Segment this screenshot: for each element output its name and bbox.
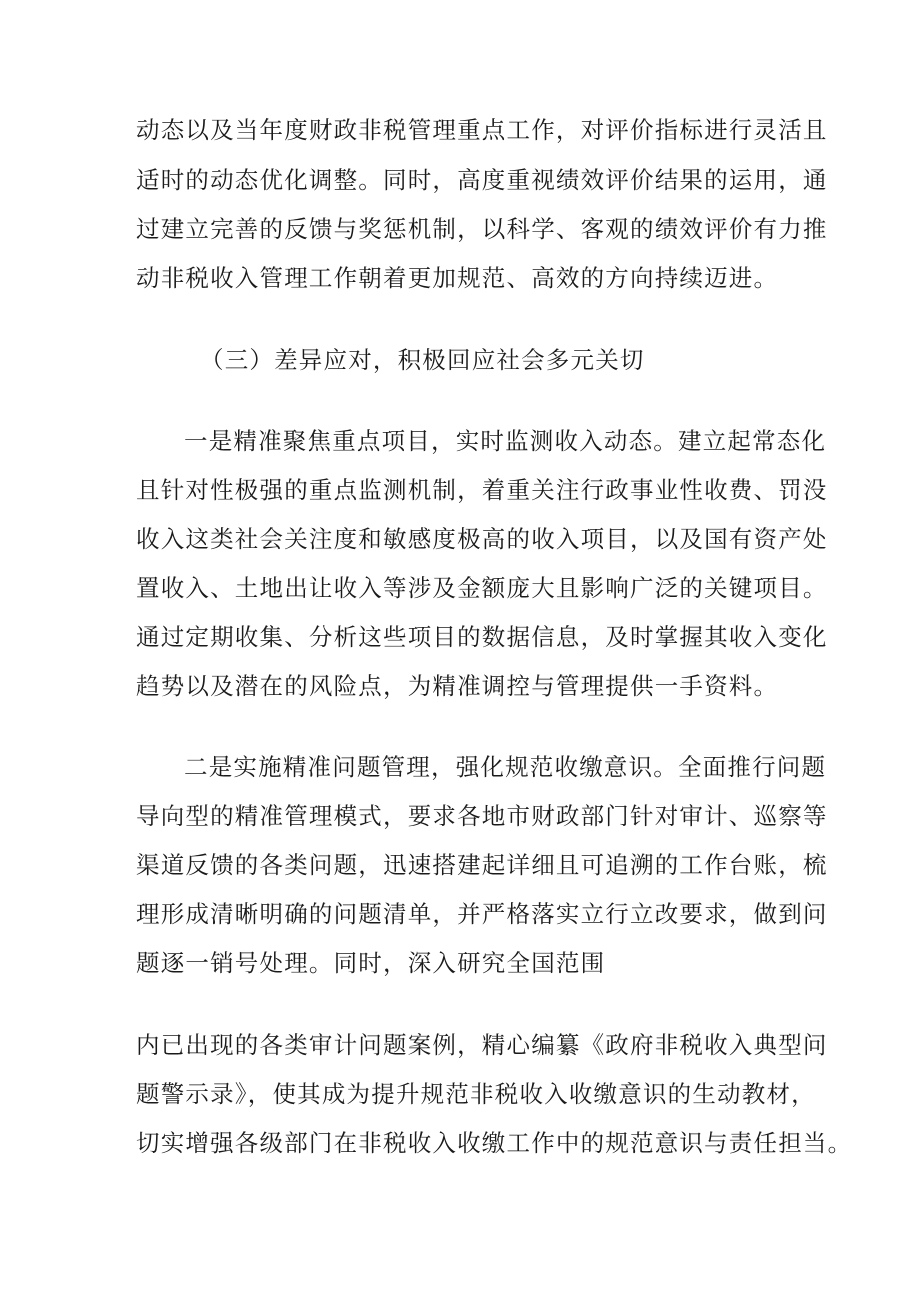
paragraph-line: 动态以及当年度财政非税管理重点工作，对评价指标进行灵活且: [136, 116, 828, 144]
paragraph-line: 二是实施精准问题管理，强化规范收缴意识。全面推行问题: [184, 753, 827, 781]
paragraph-line: 题警示录》，使其成为提升规范非税收入收缴意识的生动教材，: [136, 1080, 816, 1108]
paragraph-line: 过建立完善的反馈与奖惩机制，以科学、客观的绩效评价有力推: [136, 215, 828, 243]
paragraph-line: 且针对性极强的重点监测机制，着重关注行政事业性收费、罚没: [136, 476, 828, 504]
paragraph-line: 题逐一销号处理。同时，深入研究全国范围: [136, 949, 606, 977]
paragraph-line: 内已出现的各类审计问题案例，精心编纂《政府非税收入典型问: [136, 1031, 828, 1059]
paragraph-line: 置收入、土地出让收入等涉及金额庞大且影响广泛的关键项目。: [136, 574, 828, 602]
paragraph-line: 通过定期收集、分析这些项目的数据信息，及时掌握其收入变化: [136, 623, 828, 651]
paragraph-line: 切实增强各级部门在非税收入收缴工作中的规范意识与责任担当。: [136, 1129, 853, 1157]
paragraph-line: 动非税收入管理工作朝着更加规范、高效的方向持续迈进。: [136, 264, 779, 292]
paragraph-line: 适时的动态优化调整。同时，高度重视绩效评价结果的运用，通: [136, 166, 828, 194]
paragraph-line: 收入这类社会关注度和敏感度极高的收入项目，以及国有资产处: [136, 525, 828, 553]
paragraph-line: 导向型的精准管理模式，要求各地市财政部门针对审计、巡察等: [136, 802, 828, 830]
paragraph-line: 一是精准聚焦重点项目，实时监测收入动态。建立起常态化: [184, 427, 827, 455]
section-heading: （三）差异应对，积极回应社会多元关切: [200, 346, 645, 374]
paragraph-line: 理形成清晰明确的问题清单，并严格落实立行立改要求，做到问: [136, 900, 828, 928]
paragraph-line: 趋势以及潜在的风险点，为精准调控与管理提供一手资料。: [136, 672, 779, 700]
paragraph-line: 渠道反馈的各类问题，迅速搭建起详细且可追溯的工作台账，梳: [136, 851, 828, 879]
